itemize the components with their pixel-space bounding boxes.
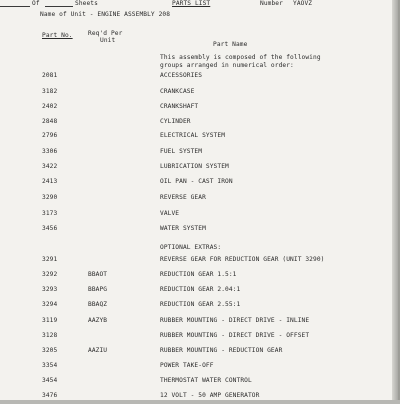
part-number: 3454 <box>42 377 58 384</box>
part-name: CRANKSHAFT <box>160 103 199 110</box>
part-name: RUBBER MOUNTING - DIRECT DRIVE - OFFSET <box>160 332 310 339</box>
part-number: 2081 <box>42 72 58 79</box>
table-row <box>0 301 400 313</box>
table-row <box>0 163 400 175</box>
table-row <box>0 377 400 389</box>
col-header-reqd-1: Req'd Per <box>88 30 123 37</box>
part-name: LUBRICATION SYSTEM <box>160 163 229 170</box>
part-name: RUBBER MOUNTING - DIRECT DRIVE - INLINE <box>160 317 310 324</box>
part-name: REVERSE GEAR <box>160 194 206 201</box>
number-value: YAOVZ <box>293 0 313 7</box>
part-number: 3173 <box>42 210 58 217</box>
part-name: RUBBER MOUNTING - REDUCTION GEAR <box>160 347 283 354</box>
part-number: 2413 <box>42 178 58 185</box>
of-label: Of <box>32 0 40 7</box>
part-number: 3128 <box>42 332 58 339</box>
part-name: WATER SYSTEM <box>160 225 206 232</box>
part-name: FUEL SYSTEM <box>160 148 203 155</box>
part-number: 2796 <box>42 132 58 139</box>
part-number: 3476 <box>42 392 58 399</box>
part-name: REDUCTION GEAR 2.04:1 <box>160 286 241 293</box>
table-row <box>0 317 400 329</box>
part-name: POWER TAKE-OFF <box>160 362 214 369</box>
table-row <box>0 118 400 130</box>
part-number: 3293 <box>42 286 58 293</box>
part-number: 3294 <box>42 301 58 308</box>
unit-name: Name of Unit - ENGINE ASSEMBLY 208 <box>40 11 171 18</box>
table-row <box>0 225 400 237</box>
part-number: 3292 <box>42 271 58 278</box>
part-number: 3119 <box>42 317 58 324</box>
part-number: 3306 <box>42 148 58 155</box>
table-row <box>0 148 400 160</box>
table-row <box>0 347 400 359</box>
table-row <box>0 103 400 115</box>
table-row <box>0 178 400 190</box>
part-name: REDUCTION GEAR 1.5:1 <box>160 271 237 278</box>
part-number: 3182 <box>42 88 58 95</box>
reqd-per-unit: AAZYB <box>88 317 108 324</box>
part-number: 3291 <box>42 256 58 263</box>
part-name: CRANKCASE <box>160 88 195 95</box>
table-row <box>0 392 400 404</box>
part-name: REVERSE GEAR FOR REDUCTION GEAR (UNIT 3290) <box>160 256 325 263</box>
part-name: OIL PAN - CAST IRON <box>160 178 233 185</box>
col-header-part-no: Part No. <box>42 32 73 39</box>
table-row <box>0 88 400 100</box>
part-name: THERMOSTAT WATER CONTROL <box>160 377 252 384</box>
part-name: ELECTRICAL SYSTEM <box>160 132 226 139</box>
reqd-per-unit: BBAPG <box>88 286 108 293</box>
table-row <box>0 271 400 283</box>
sheets-label: Sheets <box>75 0 98 7</box>
part-name: CYLINDER <box>160 118 191 125</box>
blank-line-sheet-no <box>0 6 30 7</box>
col-header-reqd-2: Unit <box>100 37 116 44</box>
col-header-part-name: Part Name <box>213 41 248 48</box>
table-row <box>0 256 400 268</box>
part-name: ACCESSORIES <box>160 72 203 79</box>
table-row <box>0 362 400 374</box>
part-name: VALVE <box>160 210 180 217</box>
reqd-per-unit: BBAOT <box>88 271 108 278</box>
part-number: 2402 <box>42 103 58 110</box>
optional-heading: OPTIONAL EXTRAS: <box>160 244 222 251</box>
part-number: 3422 <box>42 163 58 170</box>
table-row <box>0 286 400 298</box>
part-number: 3456 <box>42 225 58 232</box>
part-name: REDUCTION GEAR 2.55:1 <box>160 301 241 308</box>
part-number: 3290 <box>42 194 58 201</box>
reqd-per-unit: AAZIU <box>88 347 108 354</box>
reqd-per-unit: BBAQZ <box>88 301 108 308</box>
part-number: 2848 <box>42 118 58 125</box>
table-row <box>0 194 400 206</box>
part-number: 3354 <box>42 362 58 369</box>
table-row <box>0 132 400 144</box>
intro-line-2: groups arranged in numerical order: <box>160 62 294 69</box>
document-title: PARTS LIST <box>172 0 211 7</box>
table-row <box>0 72 400 84</box>
table-row <box>0 332 400 344</box>
part-name: 12 VOLT - 50 AMP GENERATOR <box>160 392 260 399</box>
blank-line-sheets <box>45 6 73 7</box>
intro-line-1: This assembly is composed of the following <box>160 54 321 61</box>
number-label: Number <box>260 0 283 7</box>
part-number: 3205 <box>42 347 58 354</box>
table-row <box>0 210 400 222</box>
